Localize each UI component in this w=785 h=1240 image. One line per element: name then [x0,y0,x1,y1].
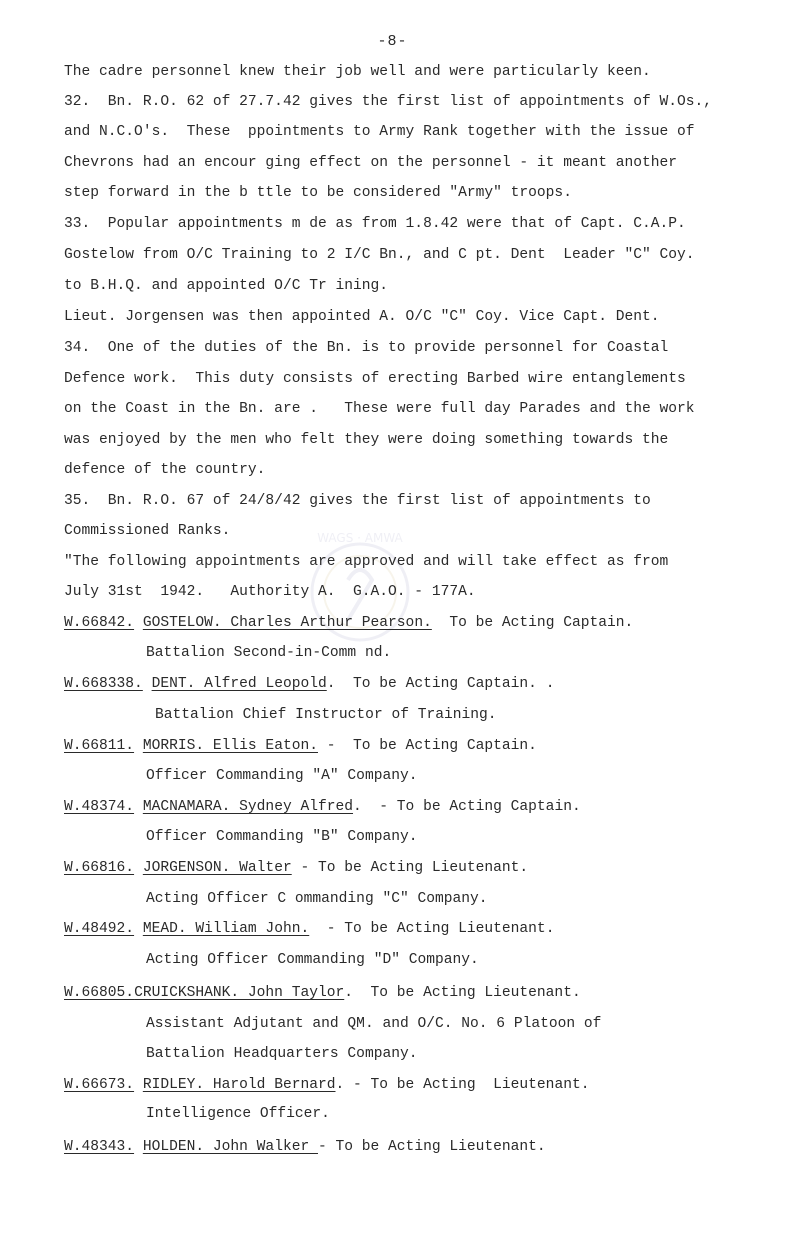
appointment-entry [64,859,528,877]
appointment-rank: - To be Acting Lieutenant. [317,1139,546,1155]
svg-text:WAGS · AMWA: WAGS · AMWA [317,531,403,545]
appointment-duty: Officer Commanding "B" Company. [146,829,418,845]
service-number: W.668338. [64,676,143,692]
appointment-duty: Intelligence Officer. [146,1106,330,1122]
officer-name: HOLDEN. John Walker [142,1139,318,1155]
officer-name: MORRIS. Ellis Eaton. [142,738,318,754]
body-line: Defence work. This duty consists of erecting Barbed wire entanglements [64,371,686,387]
appointment-entry [64,798,581,816]
appointment-rank: . - To be Acting Captain. [353,799,581,815]
officer-name: GOSTELOW. Charles Arthur Pearson. [142,615,432,631]
body-line: Chevrons had an encour ging effect on the personnel - it meant another [64,155,678,171]
officer-name: MEAD. William John. [142,921,310,937]
appointment-duty: Battalion Chief Instructor of Training. [155,707,497,723]
appointment-duty: Officer Commanding "A" Company. [146,768,418,784]
service-number: W.48343. [64,1139,135,1155]
body-line: Commissioned Ranks. [64,523,231,539]
appointment-entry [64,675,554,693]
body-line: Gostelow from O/C Training to 2 I/C Bn., and C pt. Dent Leader "C" Coy. [64,247,695,263]
body-line: on the Coast in the Bn. are . These were full day Parades and the work [64,401,695,417]
officer-name: DENT. Alfred Leopold [151,676,327,692]
appointment-entry [64,737,537,755]
appointment-entry [64,984,581,1002]
appointment-entry [64,614,633,632]
appointment-duty: Battalion Headquarters Company. [146,1046,418,1062]
body-line: 32. Bn. R.O. 62 of 27.7.42 gives the first list of appointments of W.Os., [64,94,713,110]
appointment-rank: - To be Acting Lieutenant. [309,921,555,937]
appointment-entry [64,1138,546,1156]
appointment-rank: . To be Acting Lieutenant. [344,985,581,1001]
appointment-duty: Acting Officer Commanding "D" Company. [146,952,479,968]
service-number: W.48492. [64,921,135,937]
appointment-entry [64,920,554,938]
page-number: -8- [377,33,408,50]
body-line: and N.C.O's. These ppointments to Army Rank together with the issue of [64,124,695,140]
appointment-duty: Assistant Adjutant and QM. and O/C. No. 6 Platoon of [146,1016,602,1032]
appointment-rank: . To be Acting Captain. . [326,676,555,692]
service-number: W.66805. [64,985,135,1001]
officer-name: JORGENSON. Walter [142,860,292,876]
appointment-duty: Acting Officer C ommanding "C" Company. [146,891,488,907]
appointment-rank: To be Acting Captain. [431,615,634,631]
service-number: W.66673. [64,1077,135,1093]
appointment-duty: Battalion Second-in-Comm nd. [146,645,392,661]
body-line: step forward in the b ttle to be considered "Army" troops. [64,185,572,201]
body-line: Lieut. Jorgensen was then appointed A. O/C "C" Coy. Vice Capt. Dent. [64,309,660,325]
appointment-rank: - To be Acting Lieutenant. [291,860,529,876]
body-line: The cadre personnel knew their job well and were particularly keen. [64,64,651,80]
service-number: W.66842. [64,615,135,631]
appointment-rank: - To be Acting Captain. [317,738,537,754]
body-line: 34. One of the duties of the Bn. is to provide personnel for Coastal [64,340,669,356]
body-line: July 31st 1942. Authority A. G.A.O. - 177A. [64,584,476,600]
service-number: W.66811. [64,738,135,754]
body-line: 33. Popular appointments m de as from 1.8.42 were that of Capt. C.A.P. [64,216,686,232]
officer-name: MACNAMARA. Sydney Alfred [142,799,354,815]
appointment-rank: . - To be Acting Lieutenant. [335,1077,590,1093]
body-line: was enjoyed by the men who felt they were doing something towards the [64,432,669,448]
body-line: to B.H.Q. and appointed O/C Tr ining. [64,278,389,294]
service-number: W.66816. [64,860,135,876]
service-number: W.48374. [64,799,135,815]
officer-name: CRUICKSHANK. John Taylor [134,985,345,1001]
body-line: defence of the country. [64,462,266,478]
officer-name: RIDLEY. Harold Bernard [142,1077,336,1093]
body-line: "The following appointments are approved and will take effect as from [64,554,669,570]
appointment-entry [64,1076,589,1094]
body-line: 35. Bn. R.O. 67 of 24/8/42 gives the first list of appointments to [64,493,651,509]
